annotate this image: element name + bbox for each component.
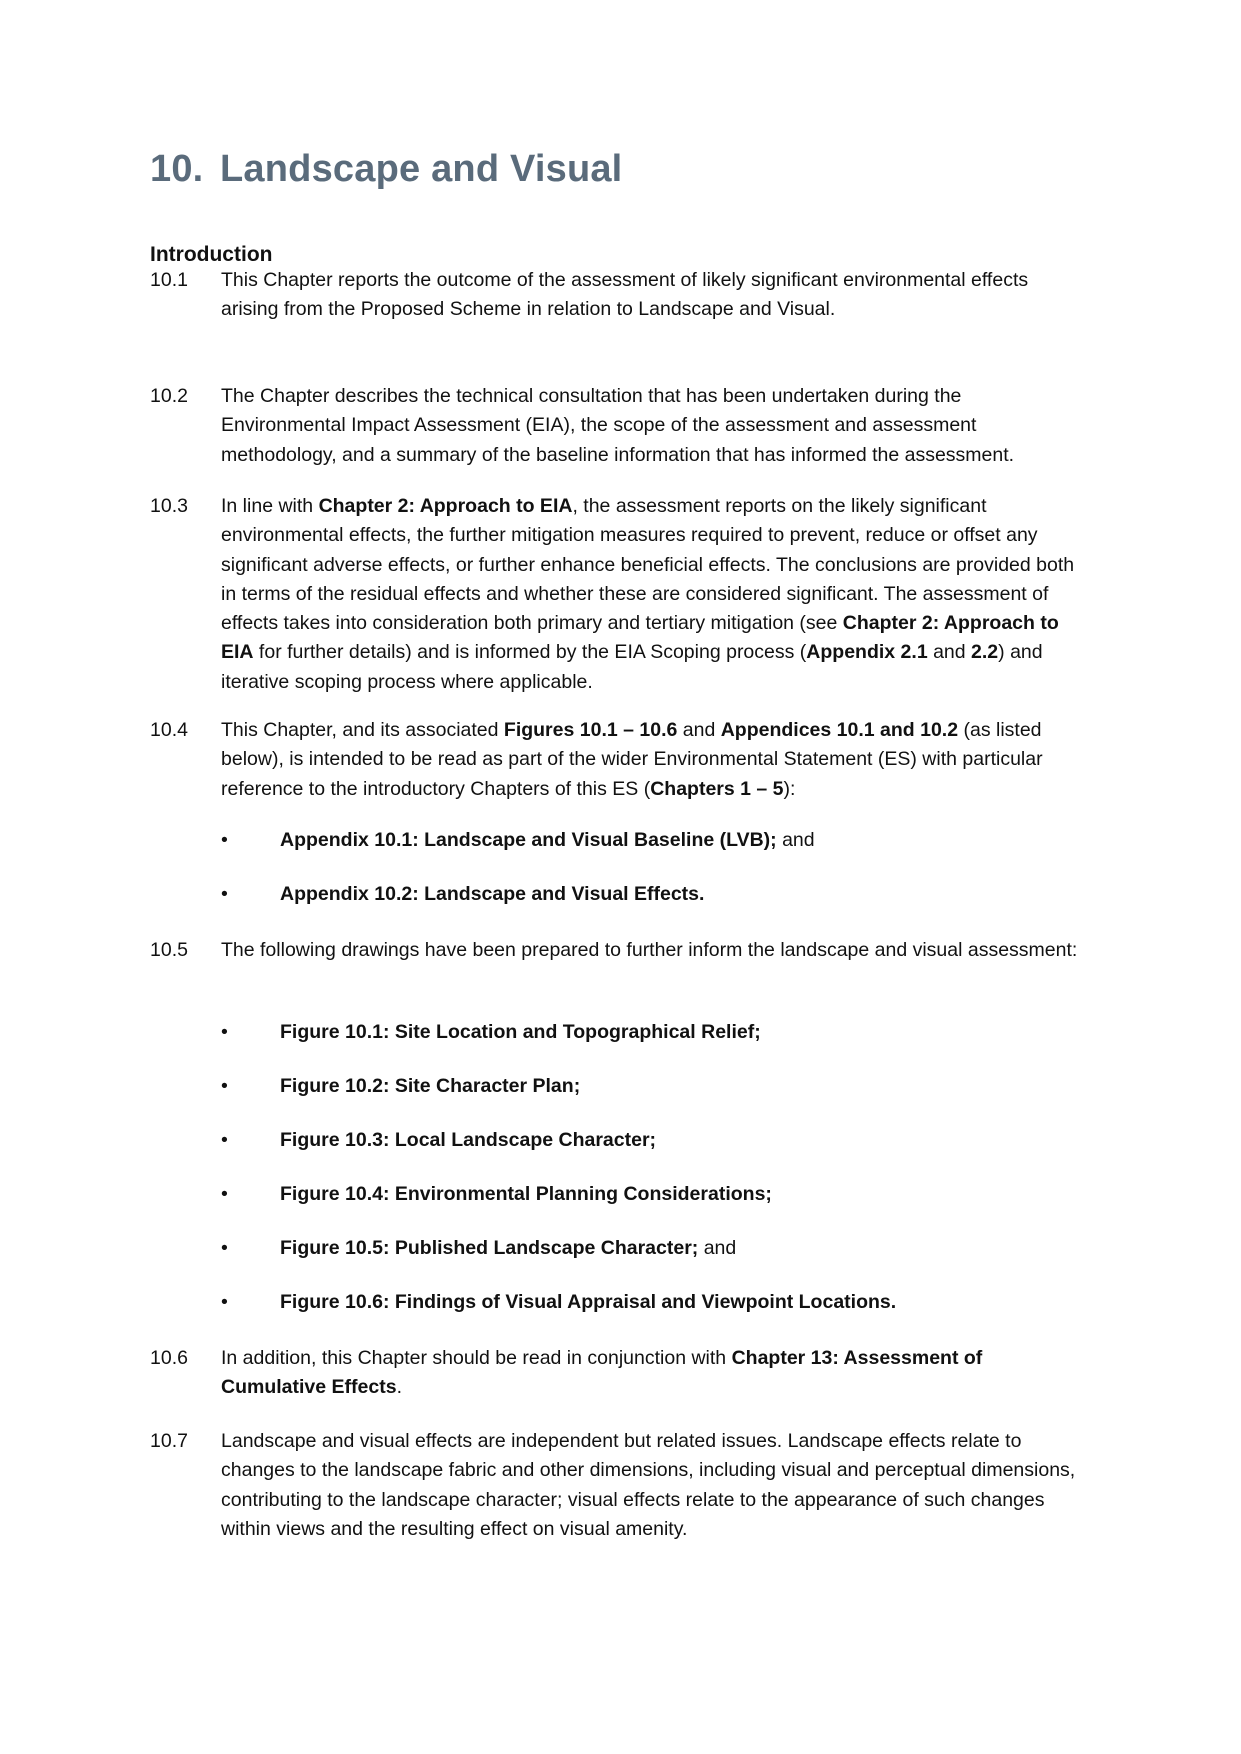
list-item: • Figure 10.1: Site Location and Topographical Relief; — [221, 1018, 1081, 1047]
bullet-icon: • — [221, 1237, 228, 1259]
paragraph-10-2 — [150, 382, 1090, 470]
appendix-2-1-reference: Appendix 2.1 — [806, 641, 928, 664]
paragraph-10-4 — [150, 716, 1090, 804]
list-item: • Figure 10.3: Local Landscape Character; — [221, 1126, 1081, 1155]
appendices-reference: Appendices 10.1 and 10.2 — [720, 719, 959, 741]
paragraph-number: 10.6 — [150, 1347, 188, 1369]
chapter-title-text: Landscape and Visual — [220, 148, 623, 190]
list-item: • Figure 10.4: Environmental Planning Considerations; — [221, 1180, 1081, 1209]
paragraph-text: This Chapter reports the outcome of the assessment of likely significant environmental effects arising from the Proposed Scheme in relation to Landscape and Visual. — [221, 269, 1029, 321]
bullet-icon: • — [221, 1291, 228, 1313]
bullet-icon: • — [221, 829, 228, 851]
bullet-icon: • — [221, 1021, 228, 1043]
chapters-reference: Chapters 1 – 5 — [650, 777, 784, 800]
paragraph-number: 10.2 — [150, 385, 188, 407]
paragraph-text: In addition, this Chapter should be read in conjunction with Chapter 13: Assessment of Cumulative Effects. — [221, 1347, 983, 1399]
paragraph-text: The Chapter describes the technical consultation that has been undertaken during the Environmental Impact Assessment (EIA), the scope of the assessment and assessment methodology, and a summary of the baseline information that has informed the assessment. — [221, 385, 1015, 466]
paragraph-10-6 — [150, 1344, 1090, 1403]
paragraph-10-7 — [150, 1427, 1090, 1544]
list-item: • Appendix 10.2: Landscape and Visual Effects. — [221, 880, 1081, 909]
paragraph-number: 10.3 — [150, 495, 188, 517]
paragraph-number: 10.1 — [150, 269, 188, 291]
chapter-title — [150, 148, 622, 191]
list-item: • Figure 10.6: Findings of Visual Appraisal and Viewpoint Locations. — [221, 1288, 1081, 1317]
list-item: • Figure 10.2: Site Character Plan; — [221, 1072, 1081, 1101]
bullet-icon: • — [221, 1075, 228, 1097]
paragraph-10-3 — [150, 492, 1090, 697]
paragraph-text: This Chapter, and its associated Figures 10.1 – 10.6 and Appendices 10.1 and 10.2 (as listed below), is intended to be read as part of the wider Environmental Statement (ES) with particular reference to the introductory Chapters of this ES (Chapters 1 – 5): — [221, 719, 1043, 800]
paragraph-number: 10.7 — [150, 1430, 188, 1452]
chapter-13-reference: Chapter 13: Assessment of Cumulative Effects — [221, 1347, 983, 1399]
paragraph-text: In line with Chapter 2: Approach to EIA, the assessment reports on the likely significant environmental effects, the further mitigation measures required to prevent, reduce or offset any significant adverse effects, or further enhance beneficial effects. The conclusions are provided both in terms of the residual effects and whether these are considered significant. The assessment of effects takes into consideration both primary and tertiary mitigation (see Chapter 2: Approach to EIA for further details) and is informed by the EIA Scoping process (Appendix 2.1 and 2.2) and iterative scoping process where applicable. — [221, 495, 1075, 693]
section-heading-introduction: Introduction — [150, 243, 273, 266]
bullet-icon: • — [221, 1129, 228, 1151]
paragraph-text: Landscape and visual effects are independent but related issues. Landscape effects relate to changes to the landscape fabric and other dimensions, including visual and perceptual dimensions, contributing to the landscape character; visual effects relate to the appearance of such changes within views and the resulting effect on visual amenity. — [221, 1430, 1076, 1540]
paragraph-10-1 — [150, 266, 1090, 325]
list-item: • Appendix 10.1: Landscape and Visual Baseline (LVB); and — [221, 826, 1081, 855]
list-item: • Figure 10.5: Published Landscape Character; and — [221, 1234, 1081, 1263]
bullet-icon: • — [221, 883, 228, 905]
paragraph-text: The following drawings have been prepared to further inform the landscape and visual assessment: — [221, 939, 1078, 961]
chapter-2-reference: Chapter 2: Approach to EIA — [221, 612, 1059, 664]
paragraph-10-5 — [150, 936, 1090, 965]
paragraph-number: 10.4 — [150, 719, 188, 741]
paragraph-number: 10.5 — [150, 939, 188, 961]
bullet-icon: • — [221, 1183, 228, 1205]
chapter-number: 10. — [150, 148, 204, 190]
figures-reference: Figures 10.1 – 10.6 — [503, 719, 678, 741]
appendix-2-2-reference: 2.2 — [971, 641, 999, 664]
chapter-2-reference: Chapter 2: Approach to EIA — [318, 495, 573, 517]
